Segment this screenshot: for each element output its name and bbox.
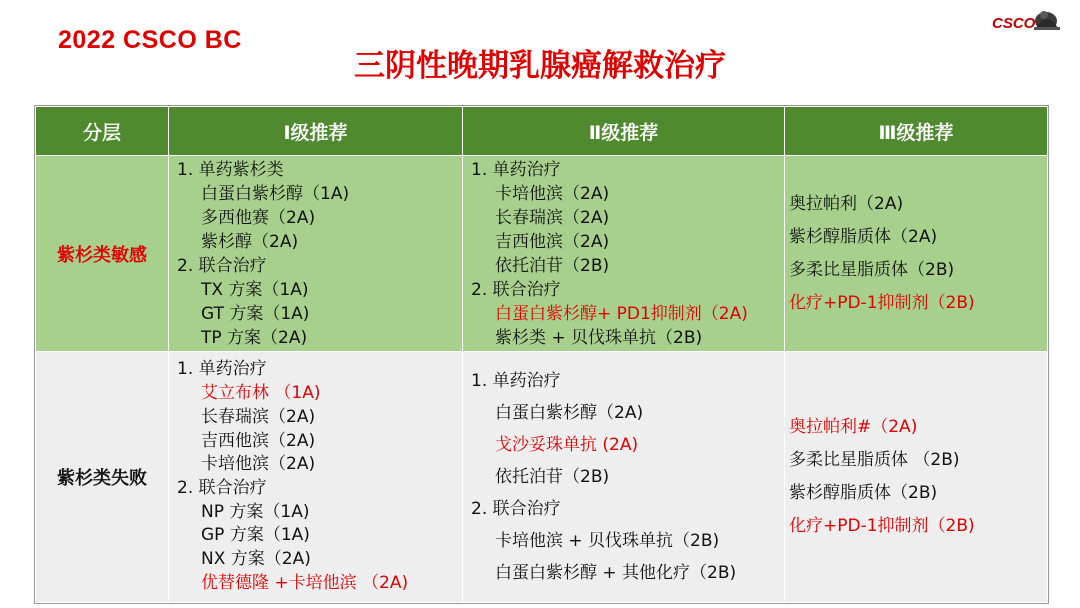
list-item-highlight: 白蛋白紫杉醇+ PD1抑制剂（2A) [495,303,748,324]
list-level-3 [785,411,1047,543]
list-item: 多柔比星脂质体 （2B) [789,450,960,470]
list-level-3 [785,188,1047,320]
cell-level-2 [463,352,785,603]
list-item: 卡培他滨（2A) [495,183,610,204]
list-item: 吉西他滨（2A) [201,430,316,451]
list-item: 1. 单药紫杉类 [177,159,284,180]
header-level-3: Ⅲ级推荐 [785,107,1048,156]
list-item: 2. 联合治疗 [177,478,267,498]
list-item: 2. 联合治疗 [471,279,561,300]
list-item-highlight: 优替德隆 +卡培他滨 （2A) [201,572,409,593]
list-item: 1. 单药治疗 [471,371,561,391]
table-header-row [36,107,1048,156]
list-item-highlight: 奥拉帕利#（2A) [789,417,918,437]
list-item: 长春瑞滨（2A) [201,406,316,427]
list-item: 依托泊苷（2B) [495,467,610,487]
header-level-2: Ⅱ级推荐 [463,107,785,156]
header-layer: 分层 [36,107,169,156]
list-item: 2. 联合治疗 [177,255,267,276]
list-item: 白蛋白紫杉醇（1A) [201,183,350,204]
list-item: 1. 单药治疗 [471,159,561,180]
list-item-highlight: 化疗+PD-1抑制剂（2B) [789,516,975,536]
csco-logo [992,6,1066,32]
list-item: 紫杉醇脂质体（2B) [789,483,938,503]
cell-level-3 [785,352,1048,603]
list-level-1 [169,158,462,350]
list-item: 白蛋白紫杉醇 + 其他化疗（2B) [495,563,737,583]
list-item: 2. 联合治疗 [471,499,561,519]
list-item: 奥拉帕利（2A) [789,193,904,214]
brand-header: 2022 CSCO BC [58,26,242,54]
cell-level-2 [463,156,785,352]
list-item: NP 方案（1A) [201,501,310,522]
cell-level-1 [169,156,463,352]
list-item: 白蛋白紫杉醇（2A) [495,403,644,423]
list-item-highlight: 艾立布林 （1A) [201,383,321,404]
layer-taxane-failure: 紫杉类失败 [36,352,169,603]
list-item: 多柔比星脂质体（2B) [789,259,955,280]
list-item: 紫杉醇脂质体（2A) [789,226,938,247]
list-item-highlight: 化疗+PD-1抑制剂（2B) [789,292,975,313]
list-item: 紫杉醇（2A) [201,231,299,252]
list-item: 吉西他滨（2A) [495,231,610,252]
list-level-1 [169,358,462,595]
table-row-taxane-failure [36,352,1048,603]
list-item: NX 方案（2A) [201,549,311,570]
list-item: 紫杉类 + 贝伐珠单抗（2B) [495,327,703,348]
list-item: 卡培他滨 + 贝伐珠单抗（2B) [495,531,720,551]
list-item-highlight: 戈沙妥珠单抗 (2A) [495,435,639,455]
list-item: 依托泊苷（2B) [495,255,610,276]
list-item: 1. 单药治疗 [177,359,267,380]
list-item: TP 方案（2A) [201,327,308,348]
header-level-1: Ⅰ级推荐 [169,107,463,156]
table-row-taxane-sensitive [36,156,1048,352]
list-level-2 [463,365,784,589]
list-item: GT 方案（1A) [201,303,310,324]
list-item: 卡培他滨（2A) [201,454,316,475]
layer-taxane-sensitive: 紫杉类敏感 [36,156,169,352]
list-item: 多西他赛（2A) [201,207,316,228]
list-item: TX 方案（1A) [201,279,309,300]
cell-level-1 [169,352,463,603]
list-level-2 [463,158,784,350]
slide-title: 三阴性晚期乳腺癌解救治疗 [354,48,726,84]
recommendation-table [35,106,1048,603]
logo-text: CSCO [992,15,1036,32]
cell-level-3 [785,156,1048,352]
list-item: 长春瑞滨（2A) [495,207,610,228]
list-item: GP 方案（1A) [201,525,310,546]
